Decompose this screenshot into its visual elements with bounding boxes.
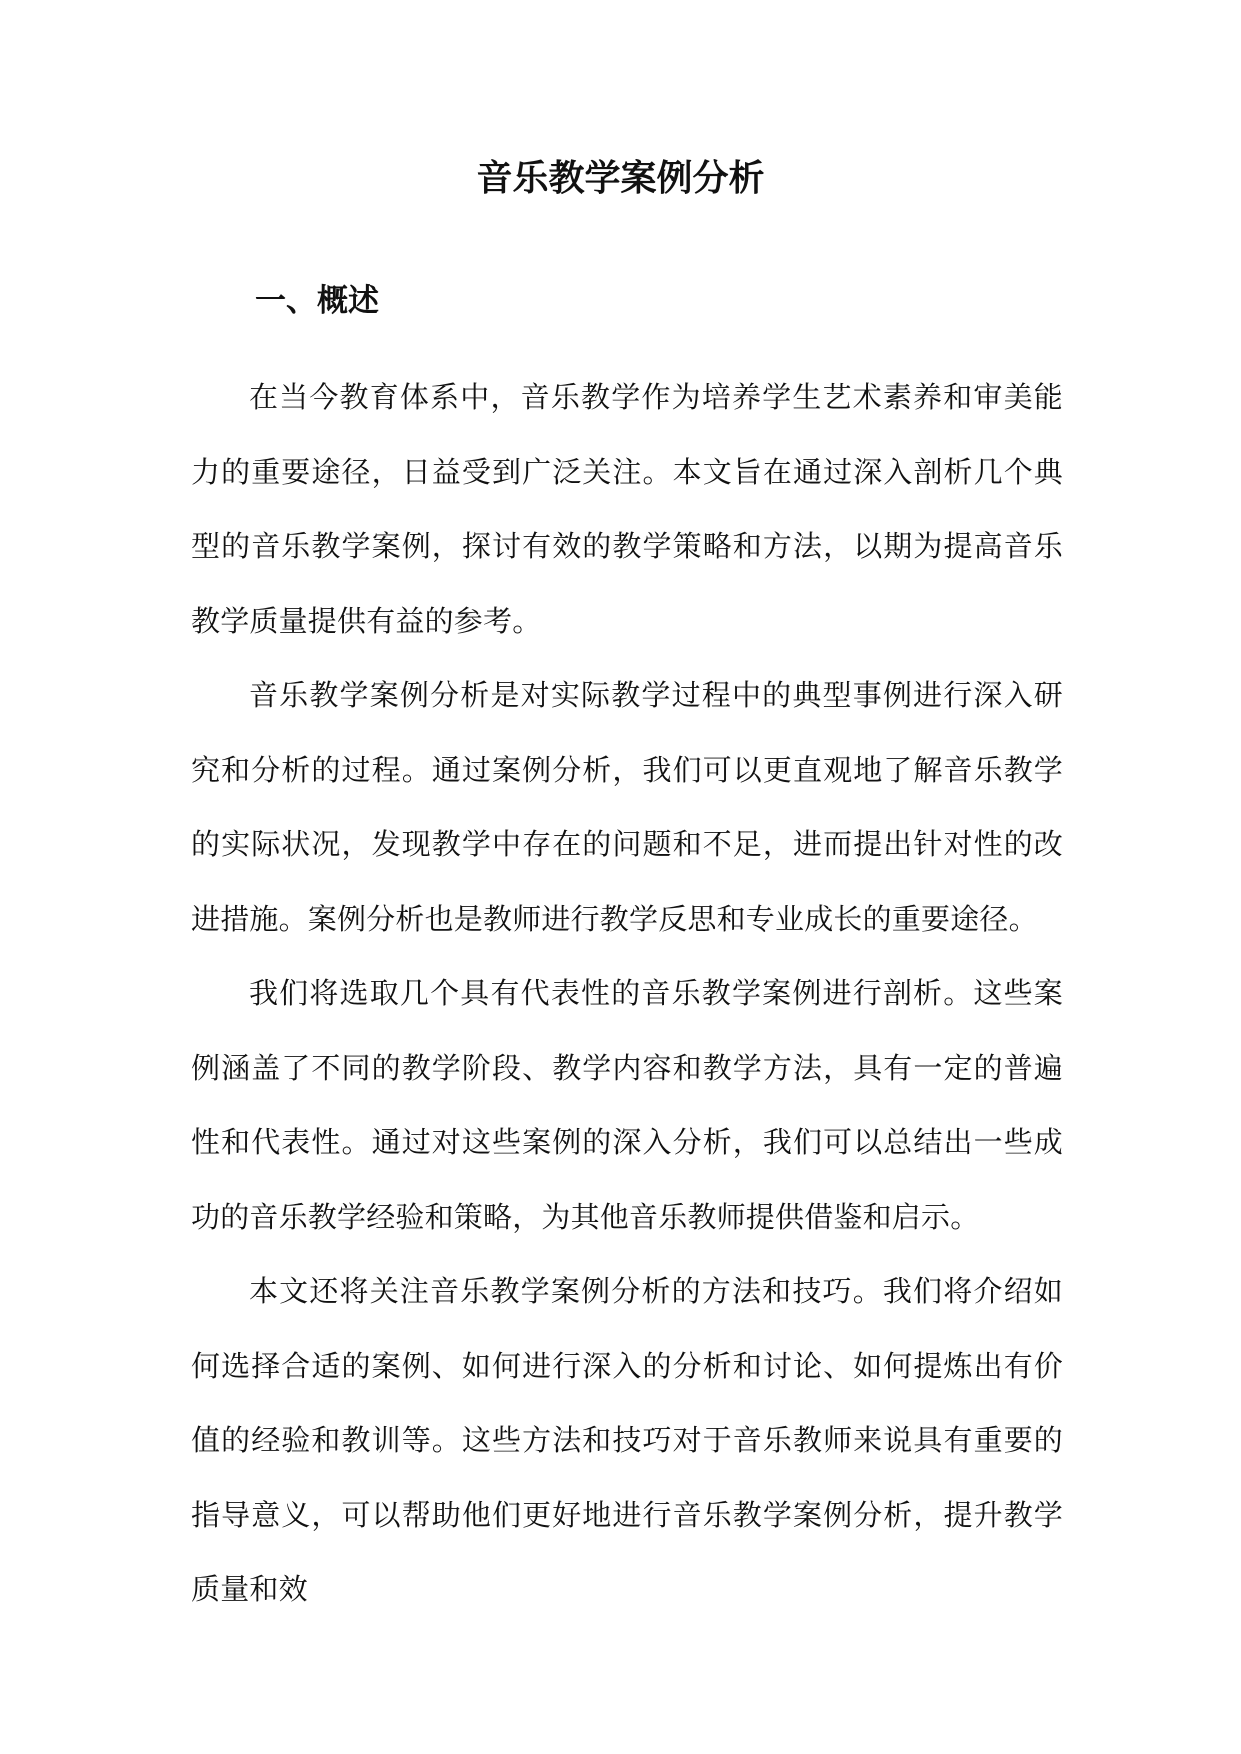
paragraph-1: 在当今教育体系中，音乐教学作为培养学生艺术素养和审美能力的重要途径，日益受到广泛关注。本文旨在通过深入剖析几个典型的音乐教学案例，探讨有效的教学策略和方法，以期为提高音乐教学质量提供有益的参考。	[191, 380, 1063, 638]
document-title: 音乐教学案例分析	[476, 157, 765, 199]
paragraph-2: 音乐教学案例分析是对实际教学过程中的典型事例进行深入研究和分析的过程。通过案例分析，我们可以更直观地了解音乐教学的实际状况，发现教学中存在的问题和不足，进而提出针对性的改进措施。案例分析也是教师进行教学反思和专业成长的重要途径。	[191, 678, 1063, 936]
body-text	[191, 360, 1063, 1627]
section-heading-overview: 一、概述	[255, 283, 379, 319]
paragraph-4: 本文还将关注音乐教学案例分析的方法和技巧。我们将介绍如何选择合适的案例、如何进行深入的分析和讨论、如何提炼出有价值的经验和教训等。这些方法和技巧对于音乐教师来说具有重要的指导意义，可以帮助他们更好地进行音乐教学案例分析，提升教学质量和效	[191, 1274, 1063, 1606]
paragraph-3: 我们将选取几个具有代表性的音乐教学案例进行剖析。这些案例涵盖了不同的教学阶段、教学内容和教学方法，具有一定的普遍性和代表性。通过对这些案例的深入分析，我们可以总结出一些成功的音乐教学经验和策略，为其他音乐教师提供借鉴和启示。	[191, 976, 1063, 1234]
